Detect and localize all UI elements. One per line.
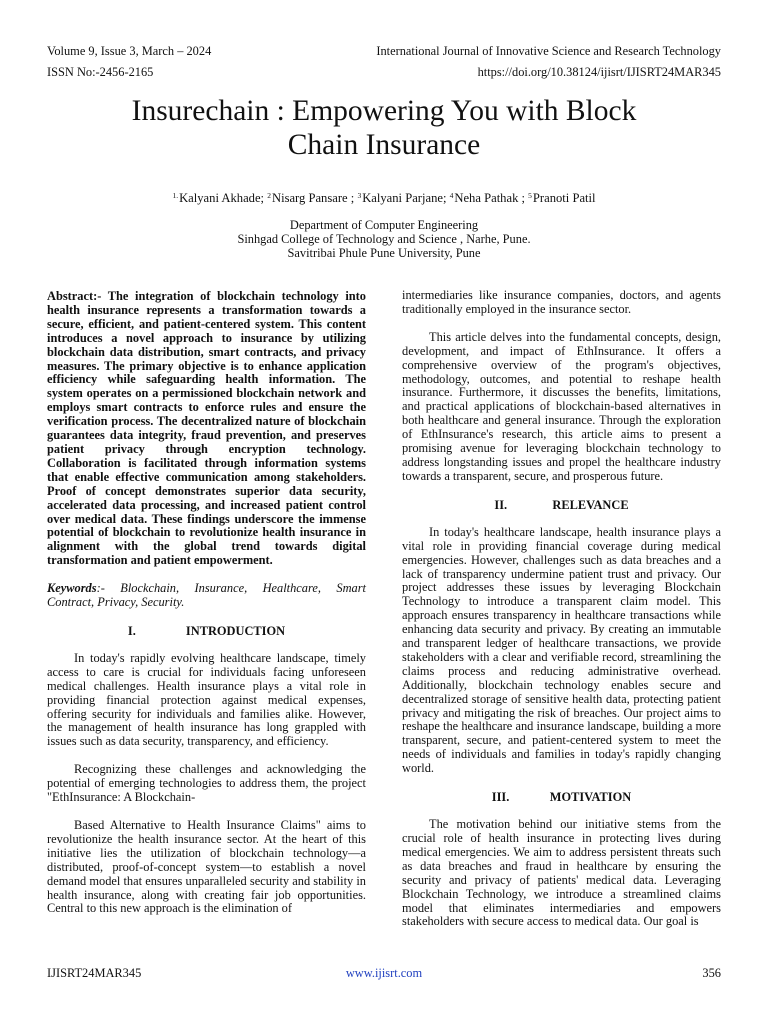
keywords-label: Keywords bbox=[47, 581, 97, 596]
header-journal: International Journal of Innovative Science and Research Technology bbox=[376, 44, 721, 58]
author-3: Kalyani Parjane; bbox=[362, 191, 450, 205]
section-number: III. bbox=[491, 790, 510, 805]
affiliation-college: Sinhgad College of Technology and Science , Narhe, Pune. bbox=[237, 232, 531, 246]
section-heading-relevance bbox=[402, 498, 721, 512]
paper-title bbox=[60, 94, 708, 162]
affiliation-department: Department of Computer Engineering bbox=[289, 218, 479, 232]
paragraph-relevance: In today's healthcare landscape, health insurance plays a vital role in providing financial coverage during medical emergencies. However, challenges such as data breaches and a lack of transparency undermine patient trust and privacy. Our project addresses these issues by leveraging Blockchain Technology to introduce a transparent claim model. This approach ensures transparency in healthcare transactions while enhancing data security and privacy. By creating an immutable and transparent ledger of healthcare transactions, we provide stakeholders with a clear and verifiable record, streamlining the claims process and reducing administrative overhead. Additionally, blockchain technology enables secure and decentralized storage of sensitive health data, protecting patient privacy and mitigating the risk of breaches. Our project aims to reshape the healthcare and insurance landscape, building a more transparent, secure, and patient-centered system to meet the needs of individuals and families in today's rapidly changing world. bbox=[402, 524, 721, 776]
section-number: I. bbox=[127, 623, 136, 638]
paragraph-intro-3: Based Alternative to Health Insurance Claims" aims to revolutionize the health insurance sector. At the heart of this initiative lies the utilization of blockchain technology—a distributed, proof-of-concept system—to establish a novel demand model that ensures unparalleled security and stability in health insurance, along with creating fair job opportunities. Central to this new approach is the elimination of bbox=[47, 818, 366, 916]
affiliation-university: Savitribai Phule Pune University, Pune bbox=[287, 246, 481, 260]
keywords bbox=[47, 582, 366, 610]
paragraph-motivation: The motivation behind our initiative stems from the crucial role of health insurance in protecting lives during medical emergencies. We aim to address persistent threats such as data breaches and fraud in healthcare by ensuring the security and privacy of patients' medical data. Leveraging Blockchain Technology, we introduce a streamlined claims model that eliminates intermediaries and empowers stakeholders with secure access to medical data. Our goal is bbox=[402, 817, 721, 929]
author-3-marker: 3 bbox=[357, 191, 362, 200]
abstract-text: The integration of blockchain technology into health insurance represents a transformation towards a secure, efficient, and patient-centered system. This content introduces a novel approach to insurance by utilizing blockchain data distribution, smart contracts, and privacy measures. The primary objective is to enhance application efficiency while safeguarding health information. The system operates on a permissioned blockchain network and employs smart contracts to enforce rules and ensure the verification process. The decentralized nature of blockchain guarantees data integrity, fraud prevention, and preserves patient privacy through encryption technology. Collaboration is facilitated through information systems that enable effective communication among stakeholders. Proof of concept demonstrates superior data security, accelerated data processing, and increased patient control over medical data. These findings underscore the immense potential of blockchain to revolutionize health insurance in alignment with the global trend towards digital transformation and patient empowerment. bbox=[47, 289, 366, 568]
author-4-marker: 4 bbox=[449, 191, 454, 200]
section-title: INTRODUCTION bbox=[185, 623, 286, 638]
title-line-1: Insurechain : Empowering You with Block bbox=[131, 95, 637, 127]
section-heading-introduction bbox=[47, 624, 366, 638]
section-title: RELEVANCE bbox=[552, 497, 629, 512]
title-line-2: Chain Insurance bbox=[287, 129, 481, 161]
footer-page-number: 356 bbox=[702, 966, 721, 980]
header-doi[interactable]: https://doi.org/10.38124/ijisrt/IJISRT24MAR345 bbox=[477, 65, 721, 79]
author-5: Pranoti Patil bbox=[532, 191, 596, 205]
right-column bbox=[402, 289, 721, 929]
footer-website-link[interactable]: www.ijisrt.com bbox=[345, 966, 423, 980]
author-2: Nisarg Pansare ; bbox=[271, 191, 358, 205]
author-2-marker: 2 bbox=[267, 191, 271, 200]
footer-paper-id: IJISRT24MAR345 bbox=[47, 966, 142, 980]
section-number: II. bbox=[494, 497, 508, 512]
paragraph-intro-1: In today's rapidly evolving healthcare landscape, timely access to care is crucial for individuals facing unforeseen medical challenges. Health insurance plays a vital role in providing financial protection against medical expenses, offering security for individuals and families alike. However, the management of health insurance has long grappled with issues such as data security, transparency, and efficiency. bbox=[47, 650, 366, 749]
keywords-text: :- Blockchain, Insurance, Healthcare, Smart Contract, Privacy, Security. bbox=[47, 581, 366, 610]
section-heading-motivation bbox=[402, 790, 721, 804]
abstract bbox=[47, 290, 366, 568]
header-volume: Volume 9, Issue 3, March – 2024 bbox=[47, 44, 212, 58]
header-issn: ISSN No:-2456-2165 bbox=[47, 65, 154, 79]
paragraph-intro-5: This article delves into the fundamental concepts, design, development, and impact of EthInsurance. It offers a comprehensive overview of the program's objectives, methodology, outcomes, and potential to reshape health insurance. Furthermore, it discusses the benefits, limitations, and practical applications of blockchain-based alternatives in both healthcare and general insurance. Through the exploration of EthInsurance's research, this article aims to present a promising avenue for leveraging blockchain technology to address longstanding issues and propel the healthcare industry towards a transparent, secure, and prosperous future. bbox=[402, 329, 721, 483]
abstract-label: Abstract:- bbox=[47, 289, 102, 303]
left-column bbox=[47, 290, 366, 916]
author-5-marker: 5 bbox=[528, 191, 532, 200]
author-4: Neha Pathak ; bbox=[454, 191, 529, 205]
paragraph-intro-4: intermediaries like insurance companies, doctors, and agents traditionally employed in the insurance sector. bbox=[402, 288, 721, 316]
section-title: MOTIVATION bbox=[549, 790, 632, 805]
author-1-marker: 1. bbox=[172, 191, 179, 200]
author-1: Kalyani Akhade; bbox=[179, 191, 268, 205]
affiliation bbox=[60, 218, 708, 260]
author-list bbox=[60, 188, 708, 206]
paragraph-intro-2: Recognizing these challenges and acknowledging the potential of emerging technologies to address them, the project "EthInsurance: A Blockchain- bbox=[47, 762, 366, 805]
